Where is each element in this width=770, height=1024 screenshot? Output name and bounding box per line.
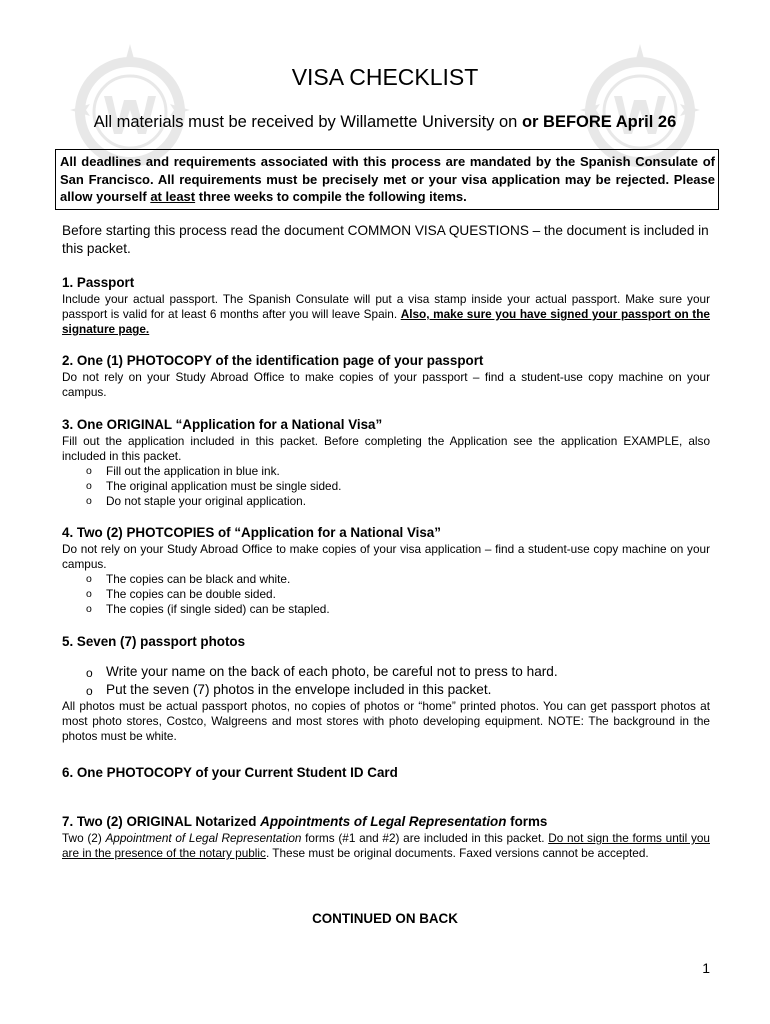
deadline-lead: All materials must be received by Willamette University on [93, 113, 522, 131]
section-heading: 4. Two (2) PHOTCOPIES of “Application for a National Visa” [62, 525, 441, 540]
heading-italic: Appointments of Legal Representation [260, 814, 507, 829]
continued-on-back: CONTINUED ON BACK [312, 911, 458, 926]
list-item: o Write your name on the back of each photo, be careful not to press to hard. [84, 663, 710, 681]
section-original-application [62, 416, 710, 509]
list-item: o The copies (if single sided) can be stapled. [84, 602, 710, 617]
requirements-notice-box [55, 149, 719, 210]
text-italic: Appointment of Legal Representation [105, 831, 302, 845]
intro-paragraph: Before starting this process read the document COMMON VISA QUESTIONS – the document is included in this packet. [62, 223, 709, 256]
text-tail: . These must be original documents. Faxed versions cannot be accepted. [265, 846, 649, 860]
section-text [62, 831, 710, 861]
list-item: o Fill out the application in blue ink. [84, 464, 710, 479]
notice-text-2: three weeks to compile the following items. [195, 189, 467, 204]
notice-underlined: at least [150, 189, 196, 204]
page-title: VISA CHECKLIST [291, 64, 479, 90]
notary-warning: Do not sign the forms until you are in the presence of the notary public [62, 831, 710, 860]
deadline-date: or BEFORE April 26 [521, 113, 677, 131]
section-heading: 5. Seven (7) passport photos [62, 634, 246, 649]
section-student-id [62, 764, 710, 782]
section-application-photocopies [62, 524, 710, 617]
section-heading: 2. One (1) PHOTOCOPY of the identification page of your passport [62, 353, 484, 368]
bullet-list [62, 663, 710, 699]
section-text: Do not rely on your Study Abroad Office to make copies of your passport – find a student-use copy machine on your campus. [62, 370, 710, 399]
section-heading: 6. One PHOTOCOPY of your Current Student ID Card [62, 765, 398, 780]
section-legal-representation [62, 813, 710, 861]
notice-text-1: All deadlines and requirements associated with this process are mandated by the Spanish Consulate of San Francisco. All requirements must be precisely met or your visa application may be rejected. Please allow yourself [60, 154, 715, 204]
bullet-list [62, 464, 710, 509]
text-mid: forms (#1 and #2) are included in this packet. [301, 831, 549, 845]
list-item: o The copies can be black and white. [84, 572, 710, 587]
deadline-subtitle [0, 113, 770, 132]
section-heading: 1. Passport [62, 275, 135, 290]
list-item: o Do not staple your original application. [84, 494, 710, 509]
section-passport-photocopy [62, 352, 710, 400]
section-text-body: Include your actual passport. The Spanish Consulate will put a visa stamp inside your actual passport. Make sure your passport is valid for at least 6 months after you will leave Spain. [62, 292, 710, 321]
signature-reminder: Also, make sure you have signed your passport on the signature page. [62, 307, 710, 336]
section-passport-photos [62, 633, 710, 744]
section-text: All photos must be actual passport photos, no copies of photos or “home” printed photos. You can get passport photos at most photo stores, Costco, Walgreens and most stores with photo developing equipment. NOTE: The background in the photos must be white. [62, 699, 710, 743]
page-number: 1 [702, 960, 710, 976]
list-item: o Put the seven (7) photos in the envelope included in this packet. [84, 681, 710, 699]
section-heading [62, 813, 710, 831]
text-lead: Two (2) [62, 831, 106, 845]
bullet-list [62, 572, 710, 617]
section-heading: 3. One ORIGINAL “Application for a National Visa” [62, 417, 383, 432]
section-text: Do not rely on your Study Abroad Office to make copies of your visa application – find a student-use copy machine on your campus. [62, 542, 710, 571]
section-text [62, 292, 710, 337]
heading-lead: 7. Two (2) ORIGINAL Notarized [62, 814, 261, 829]
list-item: o The copies can be double sided. [84, 587, 710, 602]
section-passport [62, 274, 710, 337]
heading-tail: forms [506, 814, 548, 829]
list-item: o The original application must be single sided. [84, 479, 710, 494]
section-text: Fill out the application included in this packet. Before completing the Application see the application EXAMPLE, also included in this packet. [62, 434, 710, 463]
